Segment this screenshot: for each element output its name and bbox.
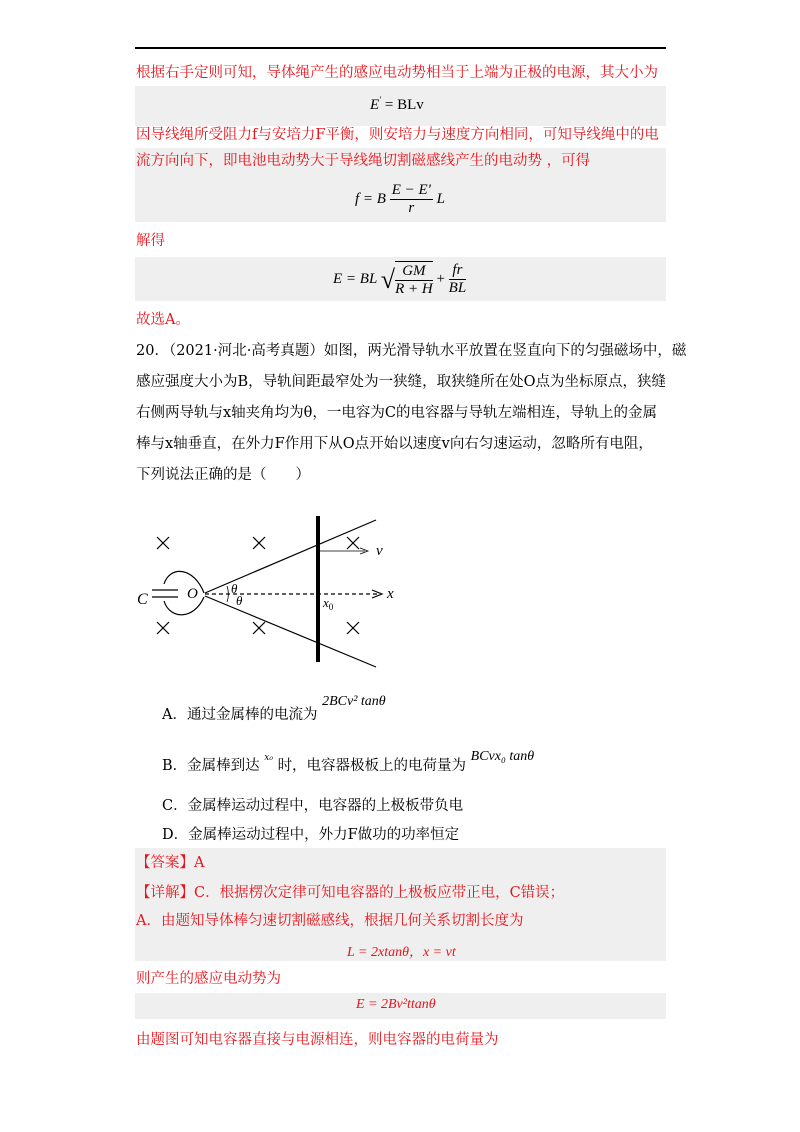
capacitor-loop	[164, 571, 204, 614]
label-x0: $x_0$	[323, 595, 334, 612]
question-text-line: 右侧两导轨与x轴夹角均为θ，一电容为C的电容器与导轨左端相连，导轨上的金属	[136, 405, 657, 421]
answer-label: 【答案】A	[136, 855, 205, 871]
fraction: $\frac{fr}{BL}$	[448, 262, 467, 296]
field-cross-mark	[157, 537, 169, 549]
solution-text-line: 流方向向下，即电池电动势大于导线绳切割磁感线产生的电动势 ，可得	[136, 153, 591, 169]
answer-text-line: 则产生的感应电动势为	[136, 971, 281, 987]
field-cross-mark	[347, 537, 359, 549]
label-x: x	[387, 586, 394, 602]
field-cross-mark	[157, 622, 169, 634]
answer-detail-line: 【详解】C．根据楞次定律可知电容器的上极板应带正电，C错误；	[136, 885, 565, 901]
option-c: C．金属棒运动过程中，电容器的上极板带负电	[162, 798, 464, 814]
answer-detail-line: A．由题知导体棒匀速切割磁感线，根据几何关系切割长度为	[136, 913, 524, 929]
question-text-line: 20．（2021·河北·高考真题）如图，两光滑导轨水平放置在竖直向下的匀强磁场中，磁	[136, 343, 687, 359]
answer-band	[135, 848, 666, 961]
option-a: A．通过金属棒的电流为 2BCv² tanθ	[162, 694, 386, 723]
label-theta-top: θ	[231, 581, 238, 596]
fraction: $\frac{E - E'}{r}$	[391, 182, 431, 216]
equation-length: L = 2xtanθ，x = vt	[347, 945, 456, 960]
solution-text-line: 因导线绳所受阻力f与安培力F平衡，则安培力与速度方向相同，可知导线绳中的电	[136, 127, 659, 143]
label-theta-bottom: θ	[236, 593, 243, 608]
equation-result: E = BL √ $\frac{GM}{R + H}$ + $\frac{fr}{BL}$	[333, 262, 467, 297]
equation-force: f = B $\frac{E - E'}{r}$ L	[355, 182, 445, 216]
label-c: C	[137, 591, 148, 608]
equation-emf-result: E = 2Bv²ttanθ	[356, 997, 436, 1012]
equation-emf: E' = BLv	[370, 95, 424, 113]
equation-band	[135, 993, 666, 1019]
option-d: D．金属棒运动过程中，外力F做功的功率恒定	[162, 827, 460, 843]
answer-text-line: 由题图可知电容器直接与电源相连，则电容器的电荷量为	[136, 1032, 499, 1048]
solution-text-line: 根据右手定则可知，导体绳产生的感应电动势相当于上端为正极的电源，其大小为	[136, 65, 658, 81]
question-text-line: 感应强度大小为B，导轨间距最窄处为一狭缝，取狭缝所在处O点为坐标原点，狭缝	[136, 374, 667, 390]
label-o: O	[187, 586, 198, 602]
option-b-formula: BCvx₀ tanθ	[470, 749, 535, 764]
option-b: B．金属棒到达 $^{x_0}$ 时，电容器极板上的电荷量为 BCvx₀ tanθ	[162, 749, 535, 774]
field-cross-mark	[347, 622, 359, 634]
metal-rod	[316, 516, 320, 662]
fraction: $\frac{GM}{R + H}$	[395, 263, 433, 297]
field-cross-mark	[253, 622, 265, 634]
solution-text-line: 解得	[136, 233, 165, 249]
option-a-formula: 2BCv² tanθ	[322, 694, 386, 709]
solution-conclusion: 故选A。	[136, 312, 190, 328]
option-b-x0: x₀	[264, 753, 273, 763]
question-text-line: 下列说法正确的是（ ）	[136, 467, 310, 483]
field-cross-mark	[253, 537, 265, 549]
label-v: v	[376, 543, 383, 559]
question-text-line: 棒与x轴垂直，在外力F作用下从O点开始以速度v向右匀速运动，忽略所有电阻，	[136, 436, 653, 452]
rail-lower	[205, 596, 376, 667]
